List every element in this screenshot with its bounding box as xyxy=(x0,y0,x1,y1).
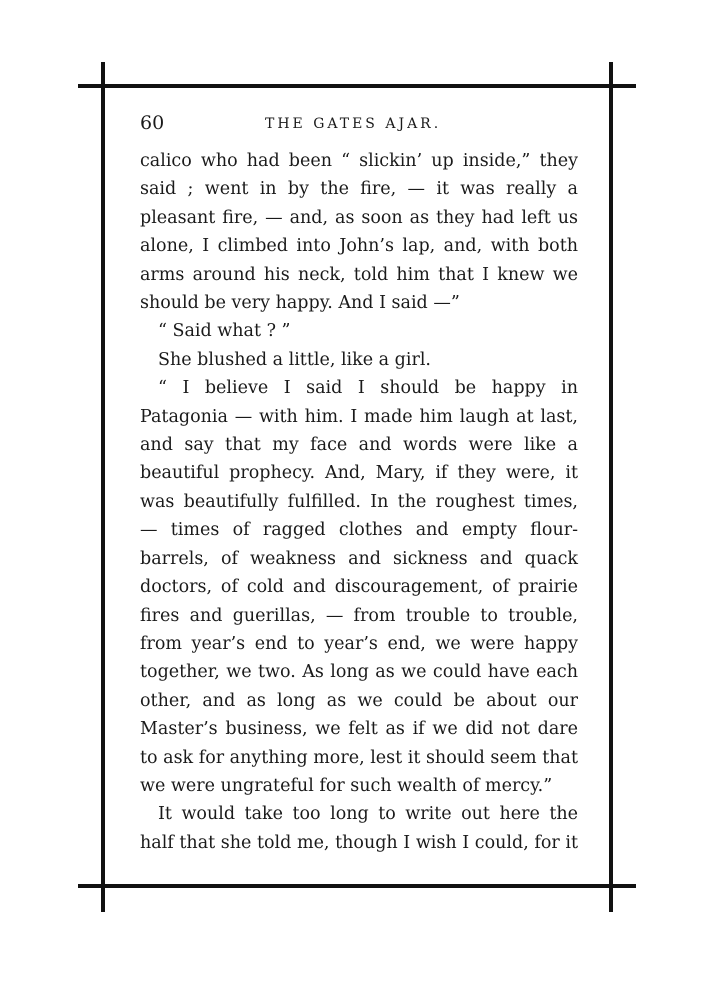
top-border-rule xyxy=(78,84,636,88)
paragraph-1: calico who had been “ slickin’ up inside,” they said ; went in by the fire, — it was really a pleasant fire, — and, as soon as they had left us alone, I climbed into John’s lap, and, with both arms around his neck, told him that I knew we should be very happy. And I said —” xyxy=(140,151,578,314)
right-border-rule xyxy=(609,62,613,912)
paragraph-3: She blushed a little, like a girl. xyxy=(158,349,431,370)
left-border-rule xyxy=(101,62,105,912)
paragraph-2: “ Said what ? ” xyxy=(158,321,291,342)
page-number: 60 xyxy=(140,112,165,134)
paragraph-5: It would take too long to write out here the half that she told me, though I wish I could, for it xyxy=(140,804,578,853)
paragraph-4: “ I believe I said I should be happy in Patagonia — with him. I made him laugh at last, and say that my face and words were like a beautiful prophecy. And, Mary, if they were, it was beautifully fulfilled. In the roughest times, — times of ragged clothes and empty flour-barrels, of weakness and sickness and quack doctors, of cold and discouragement, of prairie fires and guerillas, — from trouble to trouble, from year’s end to year’s end, we were happy together, we two. As long as we could have each other, and as long as we could be about our Master’s business, we felt as if we did not dare to ask for anything more, lest it should seem that we were ungrateful for such wealth of mercy.” xyxy=(140,378,578,796)
running-head: THE GATES AJAR. xyxy=(265,116,442,132)
page-header xyxy=(140,112,580,140)
body-text xyxy=(140,147,578,857)
bottom-border-rule xyxy=(78,884,636,888)
